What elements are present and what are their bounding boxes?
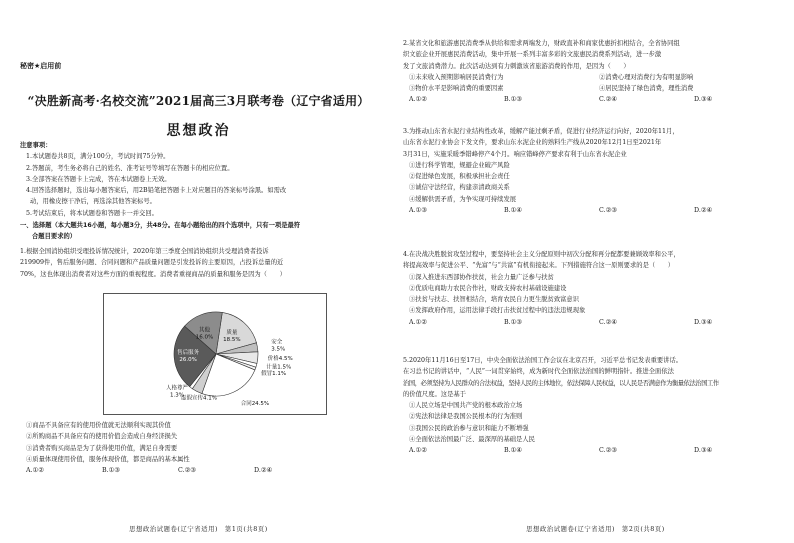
secret-mark: 秘密★启用前 <box>20 62 62 70</box>
option-row <box>403 72 787 83</box>
choice-d: D.③④ <box>694 96 713 104</box>
choice-d: D.②④ <box>694 207 713 215</box>
section-title: 一、选择题（本大题共16小题，每小题3分，共48分。在每小题给出的四个选项中，只有一项是最符 <box>20 222 301 229</box>
note-item: 3.全部答案在答题卡上完成，答在本试题卷上无效。 <box>26 175 171 183</box>
answer-choices <box>403 317 787 328</box>
choice-c: C.②④ <box>599 96 617 104</box>
pie-chart-frame <box>103 293 327 415</box>
question-1-options <box>20 420 382 476</box>
pie-label: 售后服务 <box>177 350 200 356</box>
choice-a: A.①③ <box>409 207 427 215</box>
pie-label: 人格尊严 <box>165 385 189 392</box>
section-one <box>20 220 382 242</box>
answer-choices <box>403 94 787 105</box>
subject-title: 思想政治 <box>166 123 231 139</box>
choice-a: A.①② <box>409 318 427 326</box>
choice-c: C.②④ <box>599 318 617 326</box>
question-text: 在习总书记的讲话中，“人民”一词贯穿始终，成为新时代全面依法治国的鲜明指针。推进全面依法 <box>403 368 674 376</box>
pie-label: 虚假宣传4.1% <box>181 395 217 402</box>
question-text: 1.根据全国消协组织受理投诉情况统计，2020年第三季度全国消协组织共受理消费者投诉 <box>20 248 269 255</box>
option-item: ④全面依法治国最广泛、最深厚的基础是人民 <box>409 436 535 444</box>
option-item: ④缓解供需矛盾，为争实现可持续发展 <box>409 195 517 203</box>
choice-b: B.①③ <box>102 467 120 475</box>
answer-choices <box>403 445 787 456</box>
note-item: 4.回答选择题时，选出每小题答案后，用2B铅笔把答题卡上对应题目的答案标号涂黑。如需改 <box>26 187 287 195</box>
question-text: 的价值尺度。这是基于 <box>403 390 466 398</box>
question-text: 219909件，售后服务问题、合同问题和产品质量问题是引发投诉的主要原因，占投诉总量的近 <box>20 259 284 267</box>
option-item: ③我国公民的政治参与意识和能力不断增强 <box>409 424 529 432</box>
pie-label: 16.0% <box>195 334 214 341</box>
choice-c: C.②③ <box>599 447 617 455</box>
choice-a: A.①② <box>409 96 427 104</box>
option-row <box>403 83 787 94</box>
answer-choices <box>20 465 382 476</box>
option-item: ②消费心理对消费行为有明显影响 <box>599 73 694 81</box>
pie-label: 18.5% <box>223 337 241 343</box>
choice-b: B.①④ <box>504 207 522 215</box>
question-text: 4.在决战决胜脱贫攻坚过程中，要坚持社会主义分配原则中初次分配和再分配都要兼顾效率和公平， <box>403 251 680 258</box>
pie-label: 1.3% <box>170 392 184 399</box>
pie-label: 合同24.5% <box>240 400 270 407</box>
note-item: 5.考试结束后，将本试题卷和答题卡一并交回。 <box>26 209 158 217</box>
option-item: ①未来收入预期影响居民消费行为 <box>409 73 504 81</box>
question-text: 70%，这也体现出消费者对这些方面的重视程度。消费者重视商品的质量和服务是因为（ ） <box>20 270 286 278</box>
note-item: 2.答题前，考生务必将自己的姓名、准考证号等填写在答题卡的相应位置。 <box>26 164 234 172</box>
question-text: 织文旅企业开展惠民消费活动，集中开展一系列丰富多彩的文旅惠民消费系列活动，进一步激 <box>403 51 662 59</box>
question-5 <box>403 355 787 457</box>
pie-label: 安全 <box>271 339 283 346</box>
pie-label: 假冒1.1% <box>261 371 287 377</box>
question-text: 3.为推动山东省水泥行业结构性改革，缓解产能过剩矛盾，促进行业经济运行向好，2020年11月， <box>403 128 679 135</box>
notes-block <box>20 140 380 219</box>
right-page <box>397 0 794 543</box>
option-item: ②所购商品不具备应有的使用价值会造成自身经济损失 <box>26 433 178 441</box>
option-item: ①人民立场是中国共产党的根本政治立场 <box>409 402 523 410</box>
question-text: 2.某省文化和旅游惠民消费季从供给和需求两端发力，财政直补和商家优惠折扣相结合，全省协同组 <box>403 40 680 47</box>
option-item: ③诚信守法经营，构建亲清政商关系 <box>409 184 510 192</box>
pie-label: 其他 <box>198 327 211 334</box>
choice-a: A.①② <box>409 447 427 455</box>
choice-d: D.②④ <box>254 467 273 475</box>
option-item: ②宪法和法律是我国公民根本的行为准则 <box>409 413 523 421</box>
pie-label: 价格4.5% <box>267 356 293 362</box>
pie-chart <box>104 294 328 416</box>
choice-b: B.①③ <box>504 318 522 326</box>
choice-a: A.①② <box>26 467 44 475</box>
option-item: ①进行科学管理，规避企业破产风险 <box>409 161 510 169</box>
answer-choices <box>403 205 787 216</box>
option-item: ①深入推进东西部协作扶贫，社会力量广泛参与扶贫 <box>409 273 554 281</box>
question-4 <box>403 249 787 328</box>
question-text: 治国，必须坚持为人民群众的合法权益，坚持人民的主体地位，依法保障人民权益，以人民是否满意作为衡量依法治国工作 <box>403 379 719 387</box>
option-item: ②促进绿色发展，积极承担社会责任 <box>409 173 510 181</box>
choice-b: B.①③ <box>504 96 522 104</box>
notes-heading: 注意事项： <box>20 142 52 149</box>
choice-c: C.②③ <box>178 467 196 475</box>
option-item: ④质量体现使用价值，服务体现价值，都是商品的基本属性 <box>26 455 190 463</box>
choice-d: D.③④ <box>694 447 713 455</box>
pie-label: 计量1.5% <box>266 364 292 371</box>
option-item: ④居民坚持了绿色消费，理性消费 <box>599 85 694 93</box>
choice-d: D.③④ <box>694 318 713 326</box>
choice-c: C.②③ <box>599 207 617 215</box>
question-text: 将提高效率与促进公平、“先富”与“共富”有机衔接起来。下列措施符合这一原则要求的是（ ） <box>403 262 675 270</box>
pie-label: 质量 <box>226 330 238 336</box>
pie-label: 3.5% <box>271 346 286 353</box>
option-item: ③物价水平是影响消费的重要因素 <box>409 85 504 93</box>
pie-label: 26.0% <box>179 357 197 363</box>
page-footer: 思想政治试题卷(辽宁省适用) 第1页(共8页) <box>129 526 268 533</box>
choice-b: B.①④ <box>504 447 522 455</box>
page-footer: 思想政治试题卷(辽宁省适用) 第2页(共8页) <box>526 526 665 533</box>
question-1 <box>20 246 382 280</box>
note-item: 1.本试题卷共8页，满分100分，考试时间75分钟。 <box>26 153 170 161</box>
section-title-cont: 合题目要求的） <box>32 233 77 240</box>
option-item: ④发挥政府作用，运用法律手段打击扶贫过程中的违法违规现象 <box>409 307 586 315</box>
option-item: ③消费者购买商品是为了获得使用价值，满足自身需要 <box>26 444 178 452</box>
question-text: 5.2020年11月16日至17日，中央全面依法治国工作会议在北京召开，习近平总书记发表重要讲话。 <box>403 357 683 364</box>
option-item: ①商品不具备应有的使用价值就无法顺利实现其价值 <box>26 422 171 429</box>
option-item: ③扶贫与扶志、扶智相结合，培育农民自力更生脱贫致富意识 <box>409 296 580 304</box>
question-2 <box>403 38 787 106</box>
question-text: 3月31日，实施采暖季错峰停产4个月。响应错峰停产要求有利于山东省水泥企业 <box>403 150 627 158</box>
question-3 <box>403 126 787 216</box>
option-item: ②优质电商助力农民合作社，财政支持农村基础设施建设 <box>409 284 567 292</box>
question-text: 山东省水泥行业协会下发文件，要求山东水泥企业的熟料生产线从2020年12月1日至2021年 <box>403 139 662 147</box>
note-item: 动，用橡皮擦干净后，再选涂其他答案标号。 <box>30 198 156 206</box>
exam-title: “决胜新高考·名校交流”2021届高三3月联考卷（辽宁省适用） <box>27 94 370 108</box>
question-text: 发了文旅消费潜力。此次活动达到有力刺激该省旅游消费的作用，是因为（ ） <box>403 62 630 70</box>
